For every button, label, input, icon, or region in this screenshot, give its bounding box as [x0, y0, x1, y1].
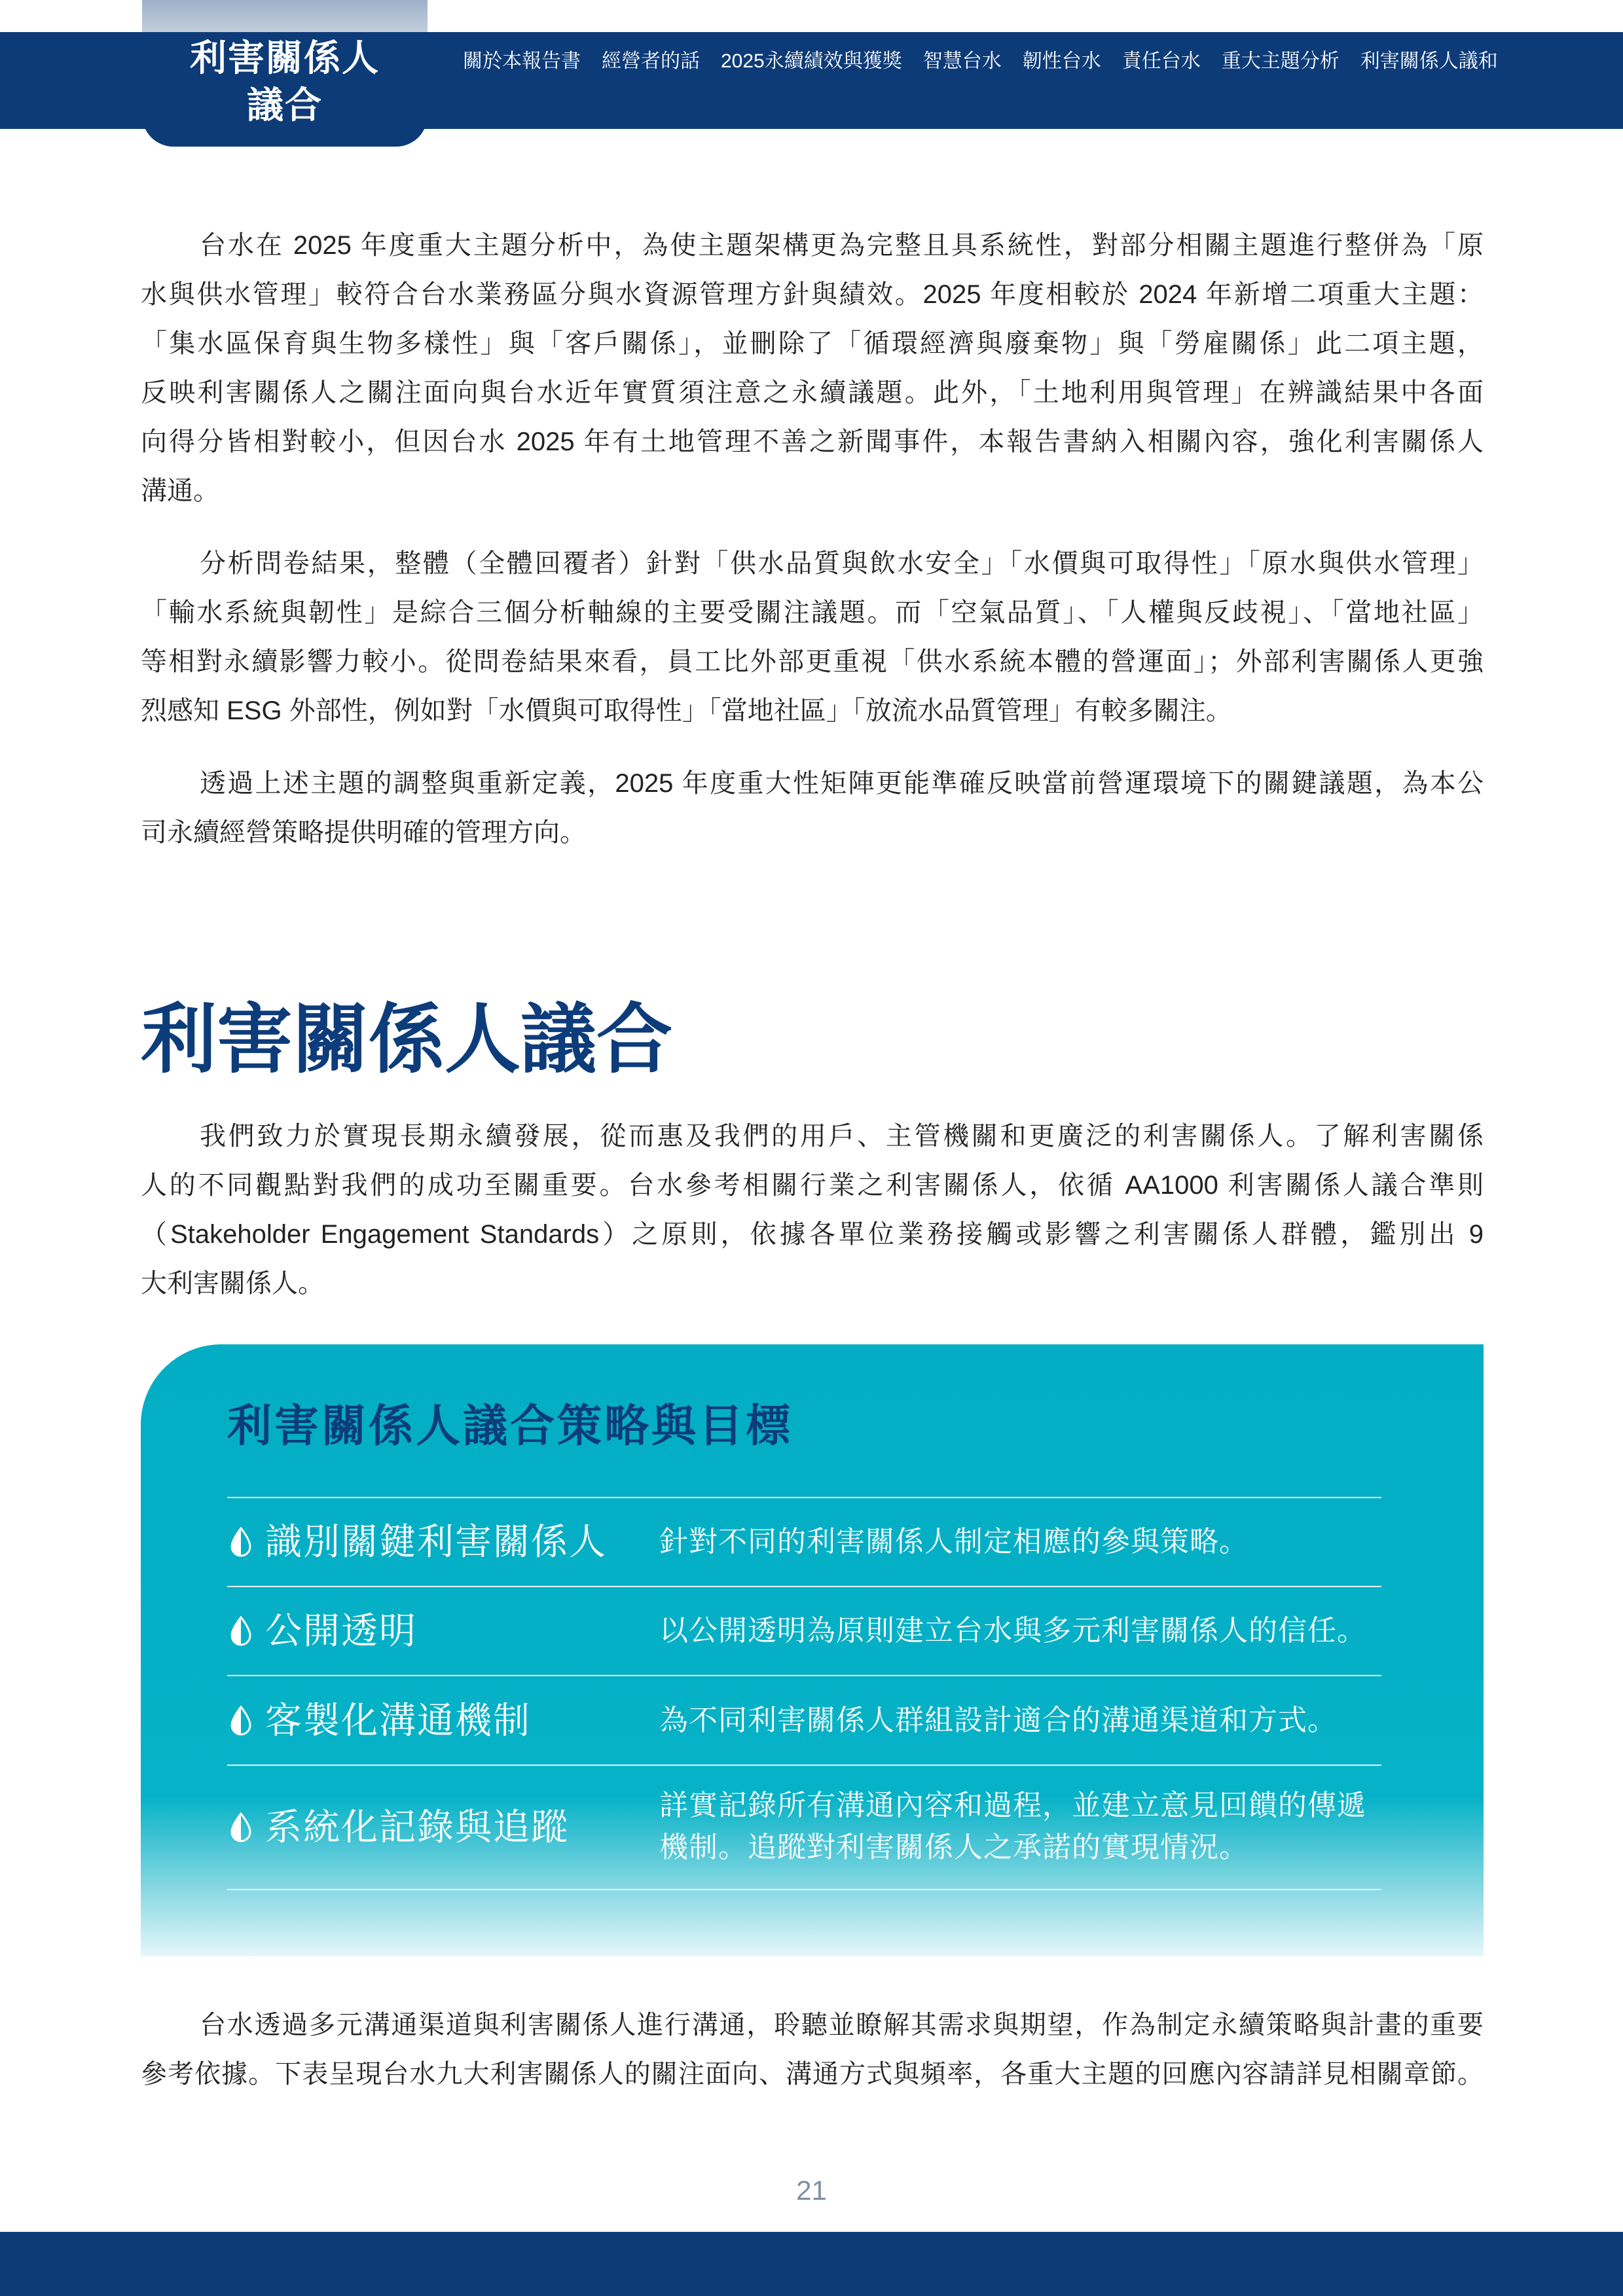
footer-bar	[0, 2232, 1623, 2296]
paragraph-line: 分析問卷結果，整體（全體回覆者）針對「供水品質與飲水安全」「水價與可取得性」「原水與供水管理」	[200, 549, 1484, 578]
engagement-paragraph	[141, 1112, 1484, 1308]
strategy-item-label: 客製化溝通機制	[265, 1700, 531, 1741]
top-navigation	[463, 48, 1498, 75]
paragraph-line: 參考依據。下表呈現台水九大利害關係人的關注面向、溝通方式與頻率，各重大主題的回應內容請詳見相關章節。	[141, 2060, 1484, 2089]
strategy-item-label: 系統化記錄與追蹤	[265, 1806, 569, 1848]
nav-item-stakeholder-engagement[interactable]: 利害關係人議和	[1360, 50, 1498, 72]
strategy-goals-box	[141, 1344, 1484, 1956]
paragraph-line: 台水在 2025 年度重大主題分析中，為使主題架構更為完整且具系統性，對部分相關主題進行整併為「原	[200, 231, 1484, 260]
nav-item-management-message[interactable]: 經營者的話	[602, 50, 700, 72]
strategy-item	[227, 1498, 1381, 1586]
paragraph-line: 「集水區保育與生物多樣性」與「客戶關係」，並刪除了「循環經濟與廢棄物」與「勞雇關係」此二項主題，	[141, 329, 1484, 358]
strategy-box-title: 利害關係人議合策略與目標	[227, 1401, 793, 1451]
water-drop-half-icon	[228, 1526, 253, 1558]
nav-item-performance-awards[interactable]: 2025永續績效與獲獎	[721, 50, 902, 72]
intro-paragraph-1	[141, 221, 1484, 516]
paragraph-line: 我們致力於實現長期永續發展，從而惠及我們的用戶、主管機關和更廣泛的利害關係人。了解利害關係	[200, 1122, 1484, 1151]
intro-paragraph-3	[141, 759, 1484, 857]
description-line: 詳實記錄所有溝通內容和過程，並建立意見回饋的傳遞	[659, 1789, 1366, 1821]
paragraph-line: 大利害關係人。	[141, 1269, 324, 1298]
closing-paragraph	[141, 2001, 1484, 2099]
section-heading: 利害關係人議合	[141, 997, 672, 1082]
water-drop-half-icon	[228, 1705, 253, 1736]
paragraph-line: 透過上述主題的調整與重新定義，2025 年度重大性矩陣更能準確反映當前營運環境下的關鍵議題，為本公	[200, 769, 1484, 798]
paragraph-line: 「輸水系統與韌性」是綜合三個分析軸線的主要受關注議題。而「空氣品質」、「人權與反歧視」、「當地社區」	[141, 598, 1484, 627]
paragraph-line: （Stakeholder Engagement Standards）之原則，依據各單位業務接觸或影響之利害關係人群體，鑑別出 9	[141, 1220, 1484, 1249]
strategy-item	[227, 1766, 1381, 1889]
description-line: 為不同利害關係人群組設計適合的溝通渠道和方式。	[659, 1704, 1337, 1736]
description-line: 機制。追蹤對利害關係人之承諾的實現情況。	[659, 1831, 1249, 1863]
strategy-item-description	[659, 1610, 1381, 1652]
description-line: 針對不同的利害關係人制定相應的參與策略。	[659, 1526, 1249, 1558]
paragraph-line: 台水透過多元溝通渠道與利害關係人進行溝通，聆聽並瞭解其需求與期望，作為制定永續策略與計畫的重要	[200, 2011, 1484, 2039]
strategy-item-description	[659, 1700, 1381, 1742]
water-drop-half-icon	[228, 1812, 253, 1843]
strategy-item-label: 識別關鍵利害關係人	[265, 1521, 607, 1562]
nav-item-materiality-analysis[interactable]: 重大主題分析	[1221, 50, 1340, 72]
header-tab-accent	[142, 0, 428, 32]
paragraph-line: 人的不同觀點對我們的成功至關重要。台水參考相關行業之利害關係人，依循 AA1000 利害關係人議合準則	[141, 1171, 1484, 1200]
nav-item-resilient-water[interactable]: 韌性台水	[1022, 50, 1101, 72]
nav-item-smart-water[interactable]: 智慧台水	[922, 50, 1002, 72]
strategy-item	[227, 1676, 1381, 1765]
section-label-line: 議合	[247, 84, 323, 126]
nav-item-about-report[interactable]: 關於本報告書	[463, 50, 581, 72]
strategy-item-description	[659, 1785, 1381, 1869]
water-drop-half-icon	[228, 1615, 253, 1647]
paragraph-line: 等相對永續影響力較小。從問卷結果來看，員工比外部更重視「供水系統本體的營運面」；外部利害關係人更強	[141, 647, 1484, 676]
section-label-tab	[142, 32, 428, 147]
paragraph-line: 反映利害關係人之關注面向與台水近年實質須注意之永續議題。此外，「土地利用與管理」在辨識結果中各面	[141, 378, 1484, 407]
divider	[227, 1889, 1381, 1890]
paragraph-line: 司永續經營策略提供明確的管理方向。	[141, 818, 586, 847]
page-number: 21	[796, 2175, 827, 2206]
strategy-item-description	[659, 1521, 1381, 1563]
paragraph-line: 水與供水管理」較符合台水業務區分與水資源管理方針與績效。2025 年度相較於 2024 年新增二項重大主題：	[141, 280, 1484, 309]
section-label-line: 利害關係人	[190, 37, 380, 79]
strategy-item	[227, 1587, 1381, 1675]
intro-paragraph-2	[141, 539, 1484, 736]
paragraph-line: 溝通。	[141, 476, 219, 505]
nav-item-responsible-water[interactable]: 責任台水	[1122, 50, 1201, 72]
description-line: 以公開透明為原則建立台水與多元利害關係人的信任。	[659, 1615, 1366, 1647]
paragraph-line: 烈感知 ESG 外部性，例如對「水價與可取得性」「當地社區」「放流水品質管理」有較多關注。	[141, 696, 1232, 725]
strategy-item-label: 公開透明	[265, 1610, 417, 1651]
paragraph-line: 向得分皆相對較小，但因台水 2025 年有土地管理不善之新聞事件，本報告書納入相關內容，強化利害關係人	[141, 427, 1484, 456]
